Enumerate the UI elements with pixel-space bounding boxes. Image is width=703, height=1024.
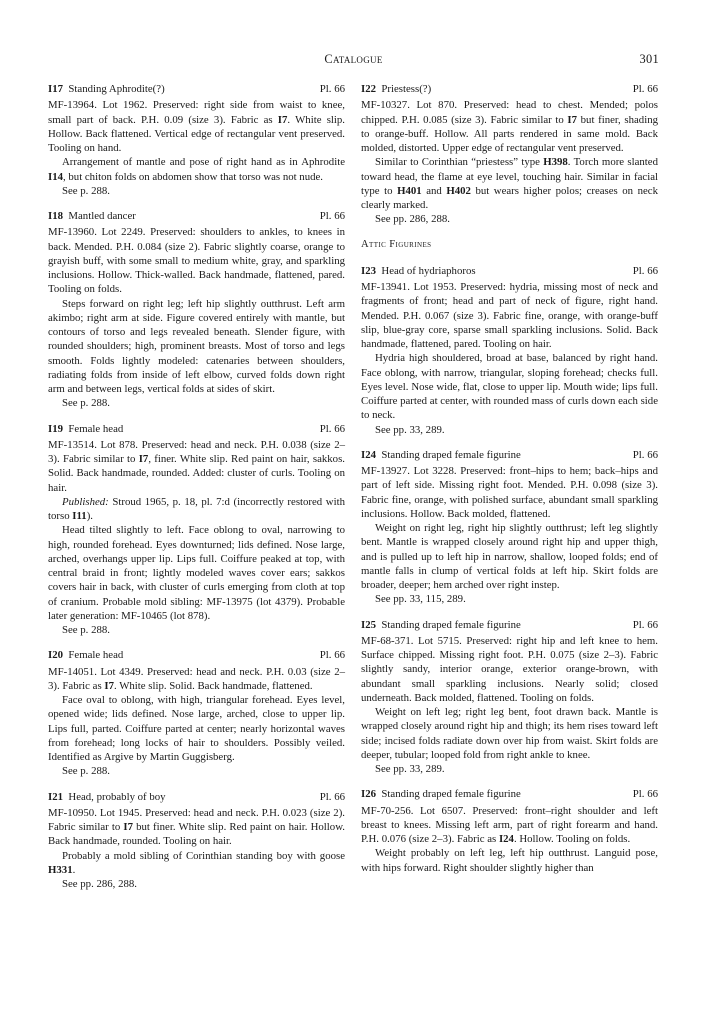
- catalogue-entry-i24: [361, 448, 658, 607]
- entry-number: I23: [361, 264, 376, 277]
- entry-commentary: Similar to Corinthian “priestess” type H398. Torch more slanted toward head, the flame at eye level, touching hair. Similar in facial type to H401 and H402 but wears higher polos; creases on neck clearly marked.: [361, 156, 658, 211]
- entry-commentary: Head tilted slightly to left. Face oblong to oval, narrowing to high, rounded forehead. Eyes downturned; lids defined. Nose large, arched, overhangs upper lip. Lips full. Coiffure peaked at top, with central braid in front; lightly modeled waves cover ears; sakkos covers hair in back, with cluster of curls emerging from cloth at top of cranium. Probable mold sibling: MF-13975 (lot 4379). Probable later generation: MF-10465 (lot 878).: [48, 524, 345, 622]
- entry-commentary: Hydria high shouldered, broad at base, balanced by right hand. Face oblong, with narrow, triangular, sloping forehead; checks full. Eyes level. Nose wide, flat, close to upper lip. Mouth wide; lips full. Coiffure parted at center, with rounded mass of curls down each side to neck.: [361, 352, 658, 422]
- entry-description: MF-10327. Lot 870. Preserved: head to chest. Mended; polos chipped. P.H. 0.085 (size 3). Fabric similar to I7 but finer, shading to orange-buff. Hollow. All parts rendered in same mold. Back molded, distorted. Upper edge of rectangular vent preserved.: [361, 99, 658, 154]
- entry-number: I21: [48, 790, 63, 803]
- right-column: [361, 82, 658, 886]
- section-heading: Attic Figurines: [361, 238, 432, 250]
- entry-commentary: Arrangement of mantle and pose of right hand as in Aphrodite I14, but chiton folds on abdomen show that torso was not nude.: [48, 156, 345, 183]
- entry-number: I25: [361, 618, 376, 631]
- entry-title: Standing draped female figurine: [381, 788, 521, 801]
- catalogue-entry-i20: [48, 648, 345, 778]
- entry-see-reference: See pp. 33, 115, 289.: [375, 593, 466, 606]
- entry-heading: [361, 787, 658, 801]
- entry-commentary: Weight probably on left leg, left hip outthrust. Languid pose, with hips forward. Right shoulder slightly higher than: [361, 847, 658, 874]
- entry-title: Mantled dancer: [68, 210, 136, 222]
- plate-reference: Pl. 66: [632, 618, 658, 631]
- plate-reference: Pl. 66: [319, 790, 345, 803]
- entry-description: MF-13927. Lot 3228. Preserved: front–hips to hem; back–hips and part of left side. Missing right foot. Mended. P.H. 0.098 (size 3). Fabric fine, orange, with polished surface, abundant small sparkling inclusions. Hollow. Back molded, flattened.: [361, 465, 658, 520]
- entry-heading: [48, 790, 345, 804]
- plate-reference: Pl. 66: [319, 83, 345, 95]
- catalogue-entry-i22: [361, 82, 658, 227]
- entry-commentary: Weight on left leg; right leg bent, foot drawn back. Mantle is wrapped closely around right hip and thigh; its hem rises toward left side; incised folds radiate down over hip from waist. Skirt folds are deeper, tubular; looped fold from right ankle to knee.: [361, 706, 658, 761]
- entry-description: MF-10950. Lot 1945. Preserved: head and neck. P.H. 0.023 (size 2). Fabric similar to I7 but finer. White slip. Red paint on hair. Hollow. Back handmade, rounded. Tooling on hair.: [48, 806, 345, 848]
- entry-description: MF-13941. Lot 1953. Preserved: hydria, missing most of neck and fragments of front; head and part of neck of figure, right hand. Mended. P.H. 0.067 (size 3). Fabric fine, orange, with orange-buff slip, blue-gray core, sparse small sparkling inclusions. Solid. Back handmade, flattened, pared. Tooling on hair.: [361, 281, 658, 350]
- publication-text: Stroud 1965, p. 18, pl. 7:d (incorrectly restored with torso I11).: [48, 495, 345, 522]
- entry-commentary: Face oval to oblong, with high, triangular forehead. Eyes level, opened wide; lids defined. Nose large, arched, close to upper lip. Lips full, parted. Coiffure parted at center; nearly horizontal waves from forehead; long locks of hair to shoulders. Possibly veiled. Identified as Argive by Martin Guggisberg.: [48, 694, 345, 763]
- entry-number: I18: [48, 210, 63, 222]
- catalogue-entry-i17: [48, 82, 345, 198]
- plate-reference: Pl. 66: [632, 448, 658, 461]
- entry-publication: [48, 495, 345, 524]
- entry-commentary: Weight on right leg, right hip slightly outthrust; left leg slightly bent. Mantle is wrapped closely around right hip and upper thigh, and is pulled up to left hip in narrow, shallow, looped folds; end of mantle falls in clump of vertical folds at left hip. Skirt folds are broader, deeper; hem arched over right instep.: [361, 522, 658, 591]
- running-head-title: Catalogue: [324, 52, 383, 66]
- entry-title: Female head: [68, 649, 124, 662]
- entry-commentary: Probably a mold sibling of Corinthian standing boy with goose H331.: [48, 849, 345, 876]
- entry-description: MF-14051. Lot 4349. Preserved: head and neck. P.H. 0.03 (size 2–3). Fabric as I7. White slip. Solid. Back handmade, flattened.: [48, 665, 345, 692]
- entry-see-reference: See p. 288.: [62, 184, 110, 197]
- entry-title: Standing draped female figurine: [381, 448, 521, 461]
- entry-see-reference: See p. 288.: [62, 624, 110, 636]
- entry-description: MF-68-371. Lot 5715. Preserved: right hip and left knee to hem. Surface chipped. Missing right foot. P.H. 0.075 (size 2–3). Fabric slightly sandy, interior orange, exterior orange-brown, with abundant small sparkling inclusions. Nearly solid; closed underneath. Back molded, flattened. Tooling on folds.: [361, 634, 658, 704]
- entry-number: I24: [361, 448, 376, 461]
- entry-description: MF-13960. Lot 2249. Preserved: shoulders to ankles, to knees in back. Mended. P.H. 0.084 (size 2). Fabric slightly coarse, orange to grayish buff, with some small to medium white, gray, and sparkling inclusions. Hollow. Thick-walled. Back handmade, flattened, pared. Tooling on folds.: [48, 226, 345, 296]
- entry-number: I26: [361, 788, 376, 801]
- catalogue-entry-i26: [361, 787, 658, 875]
- entry-see-reference: See p. 288.: [62, 397, 110, 410]
- catalogue-entry-i23: [361, 264, 658, 437]
- running-head: [48, 52, 659, 68]
- left-column: [48, 82, 345, 902]
- entry-title: Female head: [68, 422, 124, 435]
- plate-reference: Pl. 66: [632, 788, 658, 801]
- entry-title: Head, probably of boy: [68, 790, 166, 803]
- entry-heading: [48, 648, 345, 662]
- page-number: 301: [639, 52, 659, 66]
- entry-see-reference: See pp. 33, 289.: [375, 423, 445, 436]
- catalogue-entry-i19: [48, 422, 345, 638]
- entry-description: MF-70-256. Lot 6507. Preserved: front–right shoulder and left breast to knees. Missing left arm, part of right forearm and hand. P.H. 0.076 (size 2–3). Fabric as I24. Hollow. Tooling on folds.: [361, 804, 658, 845]
- entry-heading: [361, 448, 658, 462]
- entry-see-reference: See pp. 286, 288.: [375, 213, 450, 226]
- entry-see-reference: See pp. 286, 288.: [62, 878, 137, 890]
- entry-see-reference: See pp. 33, 289.: [375, 763, 445, 775]
- catalogue-entry-i21: [48, 790, 345, 892]
- entry-see-reference: See p. 288.: [62, 765, 110, 778]
- entry-heading: [48, 422, 345, 436]
- plate-reference: Pl. 66: [319, 649, 345, 662]
- entry-number: I22: [361, 83, 376, 95]
- entry-title: Priestess(?): [381, 83, 432, 95]
- catalogue-entry-i18: [48, 209, 345, 411]
- entry-number: I19: [48, 422, 63, 435]
- entry-description: MF-13964. Lot 1962. Preserved: right side from waist to knee, small part of back. P.H. 0.09 (size 3). Fabric as I7. White slip. Hollow. Back flattened. Vertical edge of rectangular vent preserved. Tooling on hand.: [48, 99, 345, 154]
- entry-commentary: Steps forward on right leg; left hip slightly outthrust. Left arm akimbo; right arm at side. Figure covered entirely with mantle, but contours of torso and legs revealed beneath. Slender figure, with rounded shoulders; high, prominent breasts. Most of torso and legs smooth. Folds lightly modeled: catenaries between shoulders, radiating folds from inside of left elbow, curved folds down right arm and between legs, vertical folds at sides of skirt.: [48, 297, 345, 395]
- entry-title: Standing draped female figurine: [381, 618, 521, 631]
- entry-heading: [48, 209, 345, 223]
- entry-heading: [361, 618, 658, 632]
- entry-description: MF-13514. Lot 878. Preserved: head and neck. P.H. 0.038 (size 2–3). Fabric similar to I7, finer. White slip. Red paint on hair, sakkos. Solid. Back handmade, rounded. Added: cluster of curls. Tooling on hair.: [48, 438, 345, 494]
- plate-reference: Pl. 66: [632, 83, 658, 95]
- entry-heading: [361, 82, 658, 96]
- entry-title: Head of hydriaphoros: [381, 264, 476, 277]
- entry-heading: [48, 82, 345, 96]
- entry-number: I17: [48, 83, 63, 95]
- entry-number: I20: [48, 649, 63, 662]
- entry-heading: [361, 264, 658, 278]
- entry-title: Standing Aphrodite(?): [68, 83, 165, 95]
- publication-label: Published:: [62, 495, 109, 508]
- plate-reference: Pl. 66: [319, 210, 345, 222]
- plate-reference: Pl. 66: [319, 422, 345, 435]
- catalogue-entry-i25: [361, 618, 658, 777]
- plate-reference: Pl. 66: [632, 264, 658, 277]
